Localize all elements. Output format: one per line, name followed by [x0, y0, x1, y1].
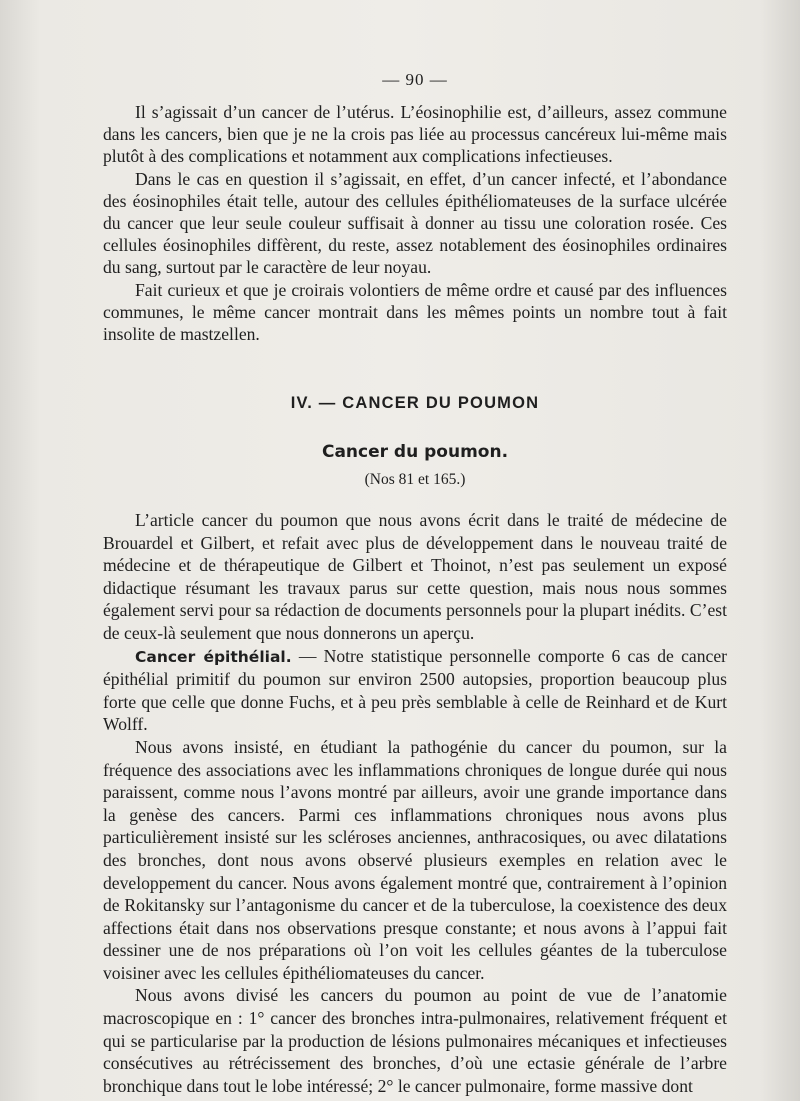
article-text-block: [103, 509, 727, 1097]
intro-paragraph-3: Fait curieux et que je croirais volontiers de même ordre et causé par des influences communes, le même cancer montrait dans les mêmes points un nombre tout à fait insolite de mastzellen.: [103, 279, 727, 345]
division-paragraph: Nous avons divisé les cancers du poumon au point de vue de l’anatomie macroscopique en : 1° cancer des bronches intra-pulmonaires, relativement fréquent et qui se particularise par la production de lésions pulmonaires mécaniques et infectieuses consécutives au rétrécissement des bronches, d’où une ectasie générale de l’arbre bronchique dans tout le lobe intéressé; 2° le cancer pulmonaire, forme massive dont: [103, 985, 727, 1096]
intro-paragraph-2: Dans le cas en question il s’agissait, en effet, d’un cancer infecté, et l’abondance des éosinophiles était telle, autour des cellules épithéliomateuses de la surface ulcérée du cancer que leur seule couleur suffisait à donner au tissu une coloration rosée. Ces cellules éosinophiles diffèrent, du reste, assez notablement des éosinophiles ordinaires du sang, surtout par le caractère de leur noyau.: [103, 168, 727, 278]
article-paragraph: L’article cancer du poumon que nous avons écrit dans le traité de médecine de Brouardel et Gilbert, et refait avec plus de développement dans le nouveau traité de médecine et de thérapeutique de Gilbert et Thoinot, n’est pas seulement un exposé didactique résumant les travaux parus sur cette question, mais nous nous sommes également servi pour sa rédaction de documents personnels pour la plupart inédits. C’est de ceux-là seulement que nous donnerons un aperçu.: [103, 510, 727, 643]
subsection-numbers: (Nos 81 et 165.): [364, 471, 466, 488]
pathogeny-paragraph: Nous avons insisté, en étudiant la pathogénie du cancer du poumon, sur la fréquence des associations avec les inflammations chroniques de longue durée qui nous paraissent, comme nous l’avons montré par ailleurs, avoir une grande importance dans la genèse des cancers. Parmi ces inflammations chroniques nous avons plus particulièrement insisté sur les scléroses anciennes, anthracosiques, ou avec dilatations des bronches, dont nous avons observé plusieurs exemples en relation avec le developpement du cancer. Nous avons également montré que, contrairement à l’opinion de Rokitansky sur l’antagonisme du cancer et de la tuberculose, la coexistence des deux affections était dans nos observations presque constante; et nous avons à l’appui fait dessiner une de nos préparations où l’on voit les cellules géantes de la tuberculose voisiner avec les cellules épithéliomateuses du cancer.: [103, 736, 727, 983]
section-heading: IV. — CANCER DU POUMON: [290, 394, 540, 412]
intro-text-block: [103, 101, 727, 345]
epithelial-run-in-heading: Cancer épithélial.: [135, 647, 292, 666]
epithelial-paragraph: [103, 645, 727, 736]
subsection-title: Cancer du poumon.: [321, 442, 509, 462]
epithelial-paragraph-text: — Notre statistique personnelle comporte 6 cas de cancer épithélial primitif du poumon sur environ 2500 autopsies, proportion beaucoup plus forte que celle que donne Fuchs, et à peu près semblable à celle de Reinhard et de Kurt Wolff.: [103, 645, 727, 735]
page-number: — 90 —: [382, 70, 448, 89]
intro-paragraph-1: Il s’agissait d’un cancer de l’utérus. L’éosinophilie est, d’ailleurs, assez commune dans les cancers, bien que je ne la crois pas liée au processus cancéreux lui-même mais plutôt à des complications et notamment aux complications infectieuses.: [103, 102, 727, 167]
